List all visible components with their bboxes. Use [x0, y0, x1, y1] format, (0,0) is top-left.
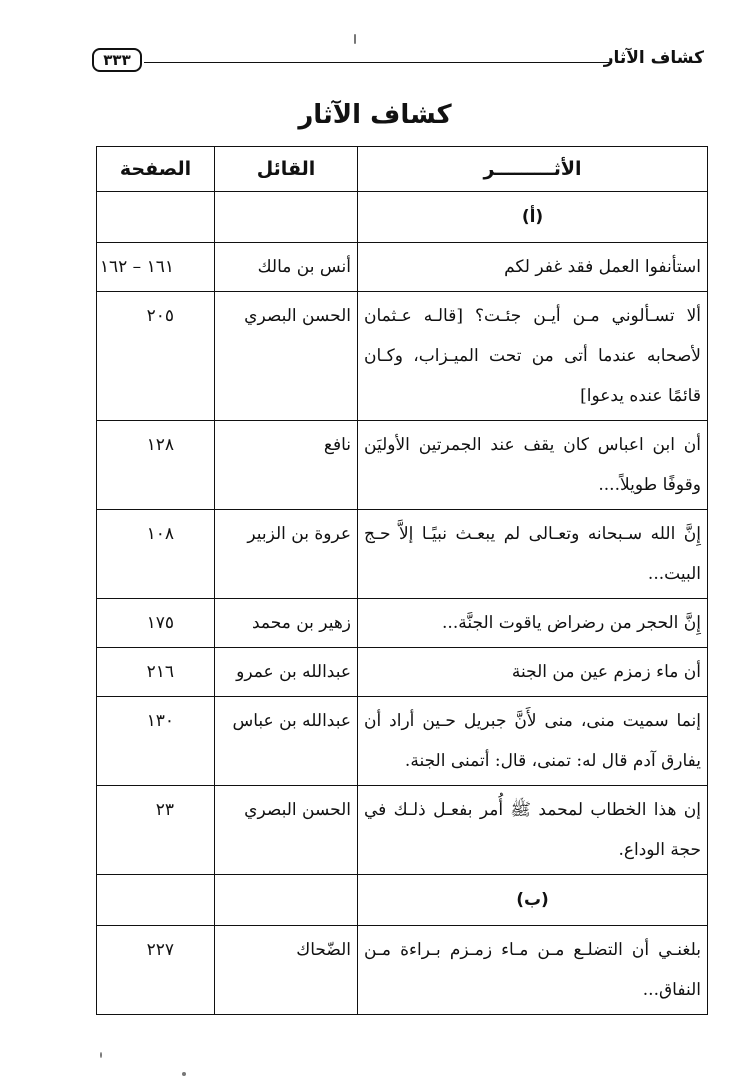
athar-text: إن هذا الخطاب لمحمد ﷺ أُمر بفعـل ذلـك في حجة الوداع.: [358, 786, 708, 875]
running-header: [92, 44, 704, 78]
scan-speck: [354, 34, 356, 44]
header-text: الأثـــــــــر: [358, 147, 708, 192]
athar-text: إنما سميت منى، منى لأَنَّ جبريل حـين أراد أن يفارق آدم قال له: تمنى، قال: أتمنى الجنة.: [358, 697, 708, 786]
table-row: [97, 697, 708, 786]
table-row: [97, 243, 708, 292]
athar-text: استأنفوا العمل فقد غفر لكم: [358, 243, 708, 292]
athar-speaker: زهير بن محمد: [215, 599, 358, 648]
athar-page: ٢٠٥: [97, 292, 215, 421]
athar-speaker: أنس بن مالك: [215, 243, 358, 292]
athar-speaker: عبدالله بن عمرو: [215, 648, 358, 697]
athar-page: ٢١٦: [97, 648, 215, 697]
document-title: كشاف الآثار: [298, 100, 452, 130]
header-page: الصفحة: [97, 147, 215, 192]
scan-speck: [100, 1052, 102, 1058]
empty-cell: [215, 192, 358, 243]
athar-text: أن ابن اعباس كان يقف عند الجمرتين الأوليَن وقوفًا طويلاً....: [358, 421, 708, 510]
athar-text: بلغنـي أن التضلـع مـن مـاء زمـزم بـراءة مـن النفاق...: [358, 926, 708, 1015]
athar-text: أن ماء زمزم عين من الجنة: [358, 648, 708, 697]
athar-page: ١٠٨: [97, 510, 215, 599]
page-number: ٣٣٣: [92, 48, 142, 72]
section-letter: (ب): [358, 875, 708, 926]
empty-cell: [97, 875, 215, 926]
table-row: [97, 292, 708, 421]
athar-speaker: الحسن البصري: [215, 786, 358, 875]
section-letter-row: [97, 875, 708, 926]
athar-page: ١٣٠: [97, 697, 215, 786]
table-row: [97, 599, 708, 648]
running-header-title: كشاف الآثار: [603, 48, 704, 68]
athar-page: ١٦١ – ١٦٢: [97, 243, 215, 292]
empty-cell: [215, 875, 358, 926]
athar-speaker: الضّحاك: [215, 926, 358, 1015]
empty-cell: [97, 192, 215, 243]
athar-index-table: [96, 146, 708, 1015]
athar-text: إِنَّ الله سـبحانه وتعـالى لم يبعـث نبيًـا إلاَّ حـج البيت...: [358, 510, 708, 599]
athar-speaker: الحسن البصري: [215, 292, 358, 421]
athar-page: ١٢٨: [97, 421, 215, 510]
section-letter: (أ): [358, 192, 708, 243]
header-speaker: القائل: [215, 147, 358, 192]
athar-text: إِنَّ الحجر من رضراض ياقوت الجنَّة...: [358, 599, 708, 648]
table-row: [97, 648, 708, 697]
table-row: [97, 421, 708, 510]
athar-page: ٢٢٧: [97, 926, 215, 1015]
section-letter-row: [97, 192, 708, 243]
table-header-row: [97, 147, 708, 192]
athar-text: ألا تسـألوني مـن أيـن جئـت؟ [قالـه عـثمان لأصحابه عندما أتى من تحت الميـزاب، وكـان قائمًا عنده يدعوا]: [358, 292, 708, 421]
athar-speaker: نافع: [215, 421, 358, 510]
header-rule: [144, 62, 610, 63]
athar-speaker: عبدالله بن عباس: [215, 697, 358, 786]
athar-page: ٢٣: [97, 786, 215, 875]
scan-speck: [182, 1072, 186, 1076]
table-row: [97, 510, 708, 599]
table-row: [97, 786, 708, 875]
athar-page: ١٧٥: [97, 599, 215, 648]
athar-speaker: عروة بن الزبير: [215, 510, 358, 599]
table-row: [97, 926, 708, 1015]
